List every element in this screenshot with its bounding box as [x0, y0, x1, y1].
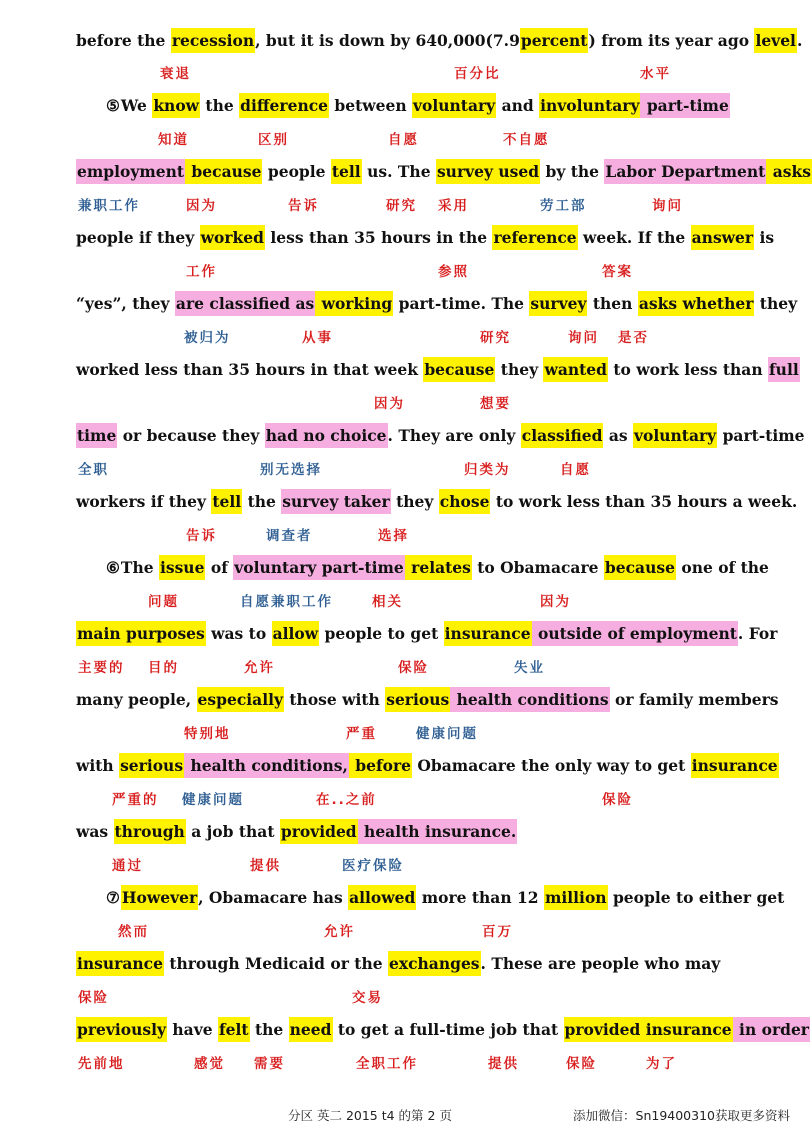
highlight-yellow: working — [315, 291, 393, 316]
text-run: to Obamacare — [471, 558, 604, 577]
highlight-yellow: voluntary — [412, 93, 496, 118]
text-run: less than 35 hours in the — [264, 228, 493, 247]
text-run: week. If the — [577, 228, 691, 247]
highlight-yellow: because — [423, 357, 495, 382]
text-run: they — [754, 294, 798, 313]
highlight-yellow: percent — [520, 28, 589, 53]
text-run: they — [390, 492, 439, 511]
text-run: as — [603, 426, 634, 445]
text-run: people to get — [319, 624, 444, 643]
text-run: with — [76, 756, 120, 775]
gloss-blue: 全职 — [78, 462, 109, 478]
gloss-red: 告诉 — [288, 198, 319, 214]
gloss-red: 询问 — [568, 330, 599, 346]
highlight-yellow: previously — [76, 1017, 167, 1042]
highlight-yellow: level — [754, 28, 797, 53]
gloss-red: 然而 — [118, 924, 149, 940]
gloss-red: 研究 — [386, 198, 417, 214]
highlight-yellow: asks whether — [638, 291, 755, 316]
gloss-red: 想要 — [480, 396, 511, 412]
text-run: the — [249, 1020, 289, 1039]
text-run: , Obamacare has — [198, 888, 349, 907]
gloss-red: 提供 — [488, 1056, 519, 1072]
gloss-blue: 被归为 — [184, 330, 231, 346]
text-line-7 — [76, 423, 805, 449]
gloss-red: 从事 — [302, 330, 333, 346]
gloss-red: 选择 — [378, 528, 409, 544]
gloss-red: 采用 — [438, 198, 469, 214]
gloss-red: 允许 — [324, 924, 355, 940]
text-run: or because they — [117, 426, 265, 445]
gloss-red: 工作 — [186, 264, 217, 280]
text-run: Obamacare the only way to get — [412, 756, 691, 775]
gloss-blue: 健康问题 — [416, 726, 478, 742]
text-run: people to either get — [607, 888, 785, 907]
gloss-red: 感觉 — [194, 1056, 225, 1072]
highlight-yellow: asks — [766, 159, 812, 184]
highlight-yellow: recession — [171, 28, 255, 53]
text-run: to get a full-time job that — [332, 1020, 564, 1039]
gloss-blue: 兼职工作 — [78, 198, 140, 214]
gloss-red: 在..之前 — [316, 792, 377, 808]
highlight-yellow: voluntary — [633, 423, 717, 448]
gloss-red: 自愿 — [388, 132, 419, 148]
highlight-yellow: allow — [272, 621, 320, 646]
text-line-13 — [76, 819, 780, 845]
gloss-red: 告诉 — [186, 528, 217, 544]
gloss-red: 归类为 — [464, 462, 511, 478]
highlight-pink: full — [768, 357, 800, 382]
gloss-red: 答案 — [602, 264, 633, 280]
highlight-yellow: main purposes — [76, 621, 206, 646]
highlight-pink: survey taker — [281, 489, 390, 514]
highlight-pink: employment — [76, 159, 185, 184]
gloss-red: 允许 — [244, 660, 275, 676]
text-run: people — [262, 162, 331, 181]
gloss-red: 自愿 — [560, 462, 591, 478]
text-run: part-time — [717, 426, 805, 445]
gloss-red: 知道 — [158, 132, 189, 148]
text-run: We — [120, 96, 153, 115]
text-line-3 — [76, 159, 811, 185]
gloss-blue: 健康问题 — [182, 792, 244, 808]
gloss-red: 衰退 — [160, 66, 191, 82]
text-run: the — [200, 96, 240, 115]
gloss-red: 通过 — [112, 858, 143, 874]
gloss-red: 因为 — [374, 396, 405, 412]
gloss-red: 询问 — [652, 198, 683, 214]
highlight-yellow: know — [152, 93, 200, 118]
text-run: . These are people who may — [480, 954, 721, 973]
highlight-yellow: million — [544, 885, 608, 910]
highlight-pink: had no choice — [265, 423, 388, 448]
gloss-red: 为了 — [646, 1056, 677, 1072]
gloss-red: 百分比 — [454, 66, 501, 82]
gloss-red: 交易 — [352, 990, 383, 1006]
highlight-yellow: survey used — [436, 159, 540, 184]
highlight-yellow: chose — [439, 489, 491, 514]
text-line-4 — [76, 225, 780, 251]
text-run: The — [120, 558, 159, 577]
gloss-red: 参照 — [438, 264, 469, 280]
highlight-pink: outside of employment — [532, 621, 738, 646]
gloss-red: 是否 — [618, 330, 649, 346]
gloss-red: 目的 — [148, 660, 179, 676]
text-line-5 — [76, 291, 798, 317]
highlight-pink: are classified as — [175, 291, 315, 316]
text-run: , but it is down by 640,000(7.9 — [255, 31, 520, 50]
text-line-11 — [76, 687, 780, 713]
gloss-blue: 调查者 — [266, 528, 313, 544]
highlight-yellow: insurance — [76, 951, 164, 976]
text-run: people if they — [76, 228, 200, 247]
gloss-blue: 自愿兼职工作 — [240, 594, 333, 610]
highlight-yellow: involuntary — [539, 93, 640, 118]
highlight-pink: in order — [733, 1017, 810, 1042]
highlight-yellow: because — [185, 159, 262, 184]
text-run: or family members — [609, 690, 779, 709]
paragraph-marker: ⑥ — [106, 558, 120, 577]
gloss-blue: 失业 — [514, 660, 545, 676]
gloss-red: 保险 — [78, 990, 109, 1006]
gloss-red: 严重 — [346, 726, 377, 742]
text-run: us. The — [361, 162, 436, 181]
gloss-blue: 别无选择 — [260, 462, 322, 478]
highlight-yellow: insurance — [691, 753, 779, 778]
page-label: 分区 英二 2015 t4 的第 2 页 — [288, 1108, 452, 1123]
highlight-yellow: relates — [405, 555, 472, 580]
highlight-yellow: felt — [218, 1017, 250, 1042]
text-line-10 — [76, 621, 780, 647]
highlight-yellow: allowed — [348, 885, 416, 910]
text-run: part-time. The — [393, 294, 530, 313]
text-run: was — [76, 822, 114, 841]
text-run: . They are only — [387, 426, 521, 445]
highlight-yellow: serious — [385, 687, 450, 712]
gloss-red: 水平 — [640, 66, 671, 82]
text-run: they — [495, 360, 544, 379]
highlight-yellow: issue — [159, 555, 205, 580]
text-run: ) from its year ago — [588, 31, 755, 50]
gloss-red: 保险 — [398, 660, 429, 676]
highlight-pink: Labor Department — [604, 159, 766, 184]
text-line-2 — [106, 93, 780, 119]
text-run: the — [242, 492, 282, 511]
text-line-1 — [76, 28, 803, 54]
text-run: worked less than 35 hours in that week — [76, 360, 424, 379]
highlight-yellow: exchanges — [388, 951, 481, 976]
text-line-12 — [76, 753, 780, 779]
text-run: before the — [76, 31, 171, 50]
highlight-yellow: However — [121, 885, 198, 910]
highlight-yellow: serious — [119, 753, 184, 778]
text-run: one of the — [675, 558, 769, 577]
highlight-yellow: through — [114, 819, 186, 844]
highlight-yellow: tell — [331, 159, 362, 184]
text-run: by the — [540, 162, 605, 181]
text-run: “yes”, they — [76, 294, 175, 313]
highlight-yellow: wanted — [543, 357, 608, 382]
highlight-yellow: tell — [211, 489, 242, 514]
gloss-blue: 医疗保险 — [342, 858, 404, 874]
gloss-red: 相关 — [372, 594, 403, 610]
text-run: those with — [284, 690, 386, 709]
paragraph-marker: ⑤ — [106, 96, 120, 115]
gloss-red: 研究 — [480, 330, 511, 346]
highlight-yellow: especially — [197, 687, 284, 712]
highlight-yellow: because — [604, 555, 676, 580]
highlight-yellow: before — [349, 753, 412, 778]
page-footer — [0, 1106, 800, 1126]
text-run: to work less than — [608, 360, 769, 379]
text-line-14 — [106, 885, 785, 911]
highlight-yellow: worked — [200, 225, 265, 250]
gloss-red: 全职工作 — [356, 1056, 418, 1072]
text-run: many people, — [76, 690, 197, 709]
gloss-red: 百万 — [482, 924, 513, 940]
text-line-15 — [76, 951, 780, 977]
highlight-yellow: reference — [492, 225, 577, 250]
gloss-red: 主要的 — [78, 660, 125, 676]
highlight-pink: time — [76, 423, 117, 448]
gloss-blue: 劳工部 — [540, 198, 587, 214]
highlight-yellow: difference — [239, 93, 329, 118]
text-run: have — [167, 1020, 218, 1039]
gloss-red: 需要 — [254, 1056, 285, 1072]
text-run: is — [754, 228, 775, 247]
highlight-pink: voluntary part-time — [233, 555, 405, 580]
text-run: of — [205, 558, 234, 577]
text-run: between — [329, 96, 413, 115]
highlight-yellow: need — [289, 1017, 333, 1042]
gloss-red: 严重的 — [112, 792, 159, 808]
gloss-red: 问题 — [148, 594, 179, 610]
highlight-pink: part-time — [640, 93, 729, 118]
text-run: through Medicaid or the — [163, 954, 388, 973]
text-run: then — [587, 294, 638, 313]
text-line-9 — [106, 555, 780, 581]
highlight-yellow: insurance — [444, 621, 532, 646]
text-run: workers if they — [76, 492, 212, 511]
text-run: to work less than 35 hours a week. — [490, 492, 798, 511]
text-run: . — [796, 31, 803, 50]
text-run: and — [496, 96, 540, 115]
gloss-red: 特别地 — [184, 726, 231, 742]
text-line-16 — [76, 1017, 809, 1043]
gloss-red: 提供 — [250, 858, 281, 874]
highlight-yellow: provided insurance — [564, 1017, 733, 1042]
gloss-red: 因为 — [186, 198, 217, 214]
highlight-yellow: classified — [521, 423, 604, 448]
paragraph-marker: ⑦ — [106, 888, 120, 907]
gloss-red: 区别 — [258, 132, 289, 148]
gloss-red: 保险 — [602, 792, 633, 808]
highlight-pink: health conditions, — [184, 753, 349, 778]
highlight-yellow: answer — [691, 225, 754, 250]
highlight-pink: health conditions — [450, 687, 609, 712]
gloss-red: 因为 — [540, 594, 571, 610]
contact-note: 添加微信：Sn19400310获取更多资料 — [573, 1108, 790, 1123]
highlight-pink: health insurance. — [358, 819, 518, 844]
text-run: more than 12 — [416, 888, 544, 907]
gloss-red: 先前地 — [78, 1056, 125, 1072]
text-line-8 — [76, 489, 798, 515]
text-run: was to — [205, 624, 272, 643]
highlight-yellow: survey — [529, 291, 587, 316]
text-line-6 — [76, 357, 799, 383]
text-run: a job that — [185, 822, 280, 841]
gloss-red: 不自愿 — [503, 132, 550, 148]
highlight-yellow: provided — [280, 819, 358, 844]
text-run: . For — [737, 624, 778, 643]
gloss-red: 保险 — [566, 1056, 597, 1072]
